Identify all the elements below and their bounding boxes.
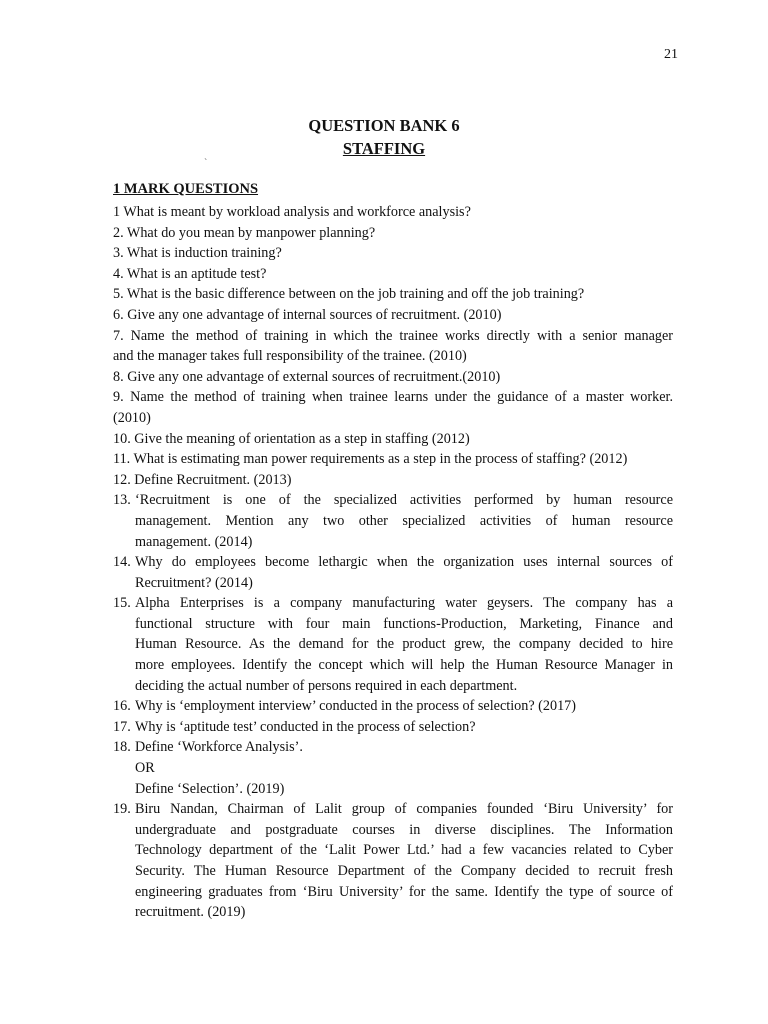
question-9-line: 9. Name the method of training when trainee learns under the guidance of a master worker.: [113, 389, 673, 406]
question-3: 3. What is induction training?: [113, 245, 282, 262]
question-19-line: engineering graduates from ‘Biru University’ for the same. Identify the type of source of: [135, 883, 673, 900]
question-15-line: more employees. Identify the concept which will help the Human Resource Manager in: [135, 657, 673, 674]
question-15: [113, 593, 673, 696]
question-number: 19.: [113, 801, 131, 818]
page-number: 21: [664, 47, 678, 62]
question-16: [113, 696, 673, 717]
question-number: 18.: [113, 739, 131, 756]
question-4: 4. What is an aptitude test?: [113, 265, 267, 282]
question-13-line: management. Mention any two other specialized activities of human resource: [135, 512, 673, 529]
question-5: 5. What is the basic difference between on the job training and off the job training?: [113, 286, 585, 303]
question-19-line: Security. The Human Resource Department of the Company decided to recruit fresh: [135, 863, 673, 879]
question-number: 16.: [113, 698, 131, 715]
question-15-line: Human Resource. As the demand for the product grew, the company decided to hire: [135, 636, 673, 653]
question-19-line: undergraduate and postgraduate courses in diverse disciplines. The Information: [135, 821, 673, 838]
section-heading: 1 MARK QUESTIONS: [113, 181, 259, 197]
stray-mark: `: [204, 158, 208, 169]
question-19-line: Biru Nandan, Chairman of Lalit group of companies founded ‘Biru University’ for: [135, 801, 673, 818]
question-8: 8. Give any one advantage of external sources of recruitment.(2010): [113, 368, 501, 385]
question-19-line: recruitment. (2019): [135, 904, 246, 921]
question-19-line: Technology department of the ‘Lalit Power Ltd.’ had a few vacancies related to Cyber: [135, 842, 673, 859]
question-18-or: OR: [135, 760, 155, 777]
question-18-line: Define ‘Selection’. (2019): [135, 780, 285, 797]
question-19: [113, 799, 673, 923]
question-number: 15.: [113, 595, 131, 612]
question-17-line: Why is ‘aptitude test’ conducted in the process of selection?: [135, 718, 476, 735]
page-title: QUESTION BANK 6: [308, 116, 460, 135]
question-15-line: deciding the actual number of persons required in each department.: [135, 677, 518, 694]
question-13-line: ‘Recruitment is one of the specialized activities performed by human resource: [135, 492, 673, 509]
question-14-line: Recruitment? (2014): [135, 574, 253, 591]
question-13-line: management. (2014): [135, 533, 253, 550]
question-number: 14.: [113, 554, 131, 571]
question-2: 2. What do you mean by manpower planning?: [113, 224, 376, 241]
question-1: 1 What is meant by workload analysis and workforce analysis?: [113, 204, 471, 220]
question-15-line: Alpha Enterprises is a company manufacturing water geysers. The company has a: [135, 595, 673, 612]
question-14: [113, 552, 673, 593]
question-15-line: functional structure with four main functions-Production, Marketing, Finance and: [135, 615, 673, 632]
question-12: 12. Define Recruitment. (2013): [113, 471, 292, 488]
question-16-line: Why is ‘employment interview’ conducted in the process of selection? (2017): [135, 698, 576, 715]
question-18-line: Define ‘Workforce Analysis’.: [135, 739, 303, 756]
question-17: [113, 717, 673, 738]
question-7-line: and the manager takes full responsibility of the trainee. (2010): [113, 348, 467, 365]
question-18: [113, 737, 673, 799]
question-6: 6. Give any one advantage of internal sources of recruitment. (2010): [113, 306, 502, 323]
question-9-line: (2010): [113, 409, 151, 426]
question-13: [113, 490, 673, 552]
question-11: 11. What is estimating man power requirements as a step in the process of staffing? (2012): [113, 451, 628, 468]
question-9: [113, 387, 673, 428]
question-list: [113, 202, 673, 923]
question-7: [113, 326, 673, 367]
question-10: 10. Give the meaning of orientation as a step in staffing (2012): [113, 430, 470, 447]
question-number: 13.: [113, 492, 131, 509]
question-14-line: Why do employees become lethargic when the organization uses internal sources of: [135, 554, 673, 571]
page-subtitle: STAFFING: [342, 139, 426, 158]
question-number: 17.: [113, 718, 131, 735]
question-7-line: 7. Name the method of training in which the trainee works directly with a senior manager: [113, 327, 673, 344]
